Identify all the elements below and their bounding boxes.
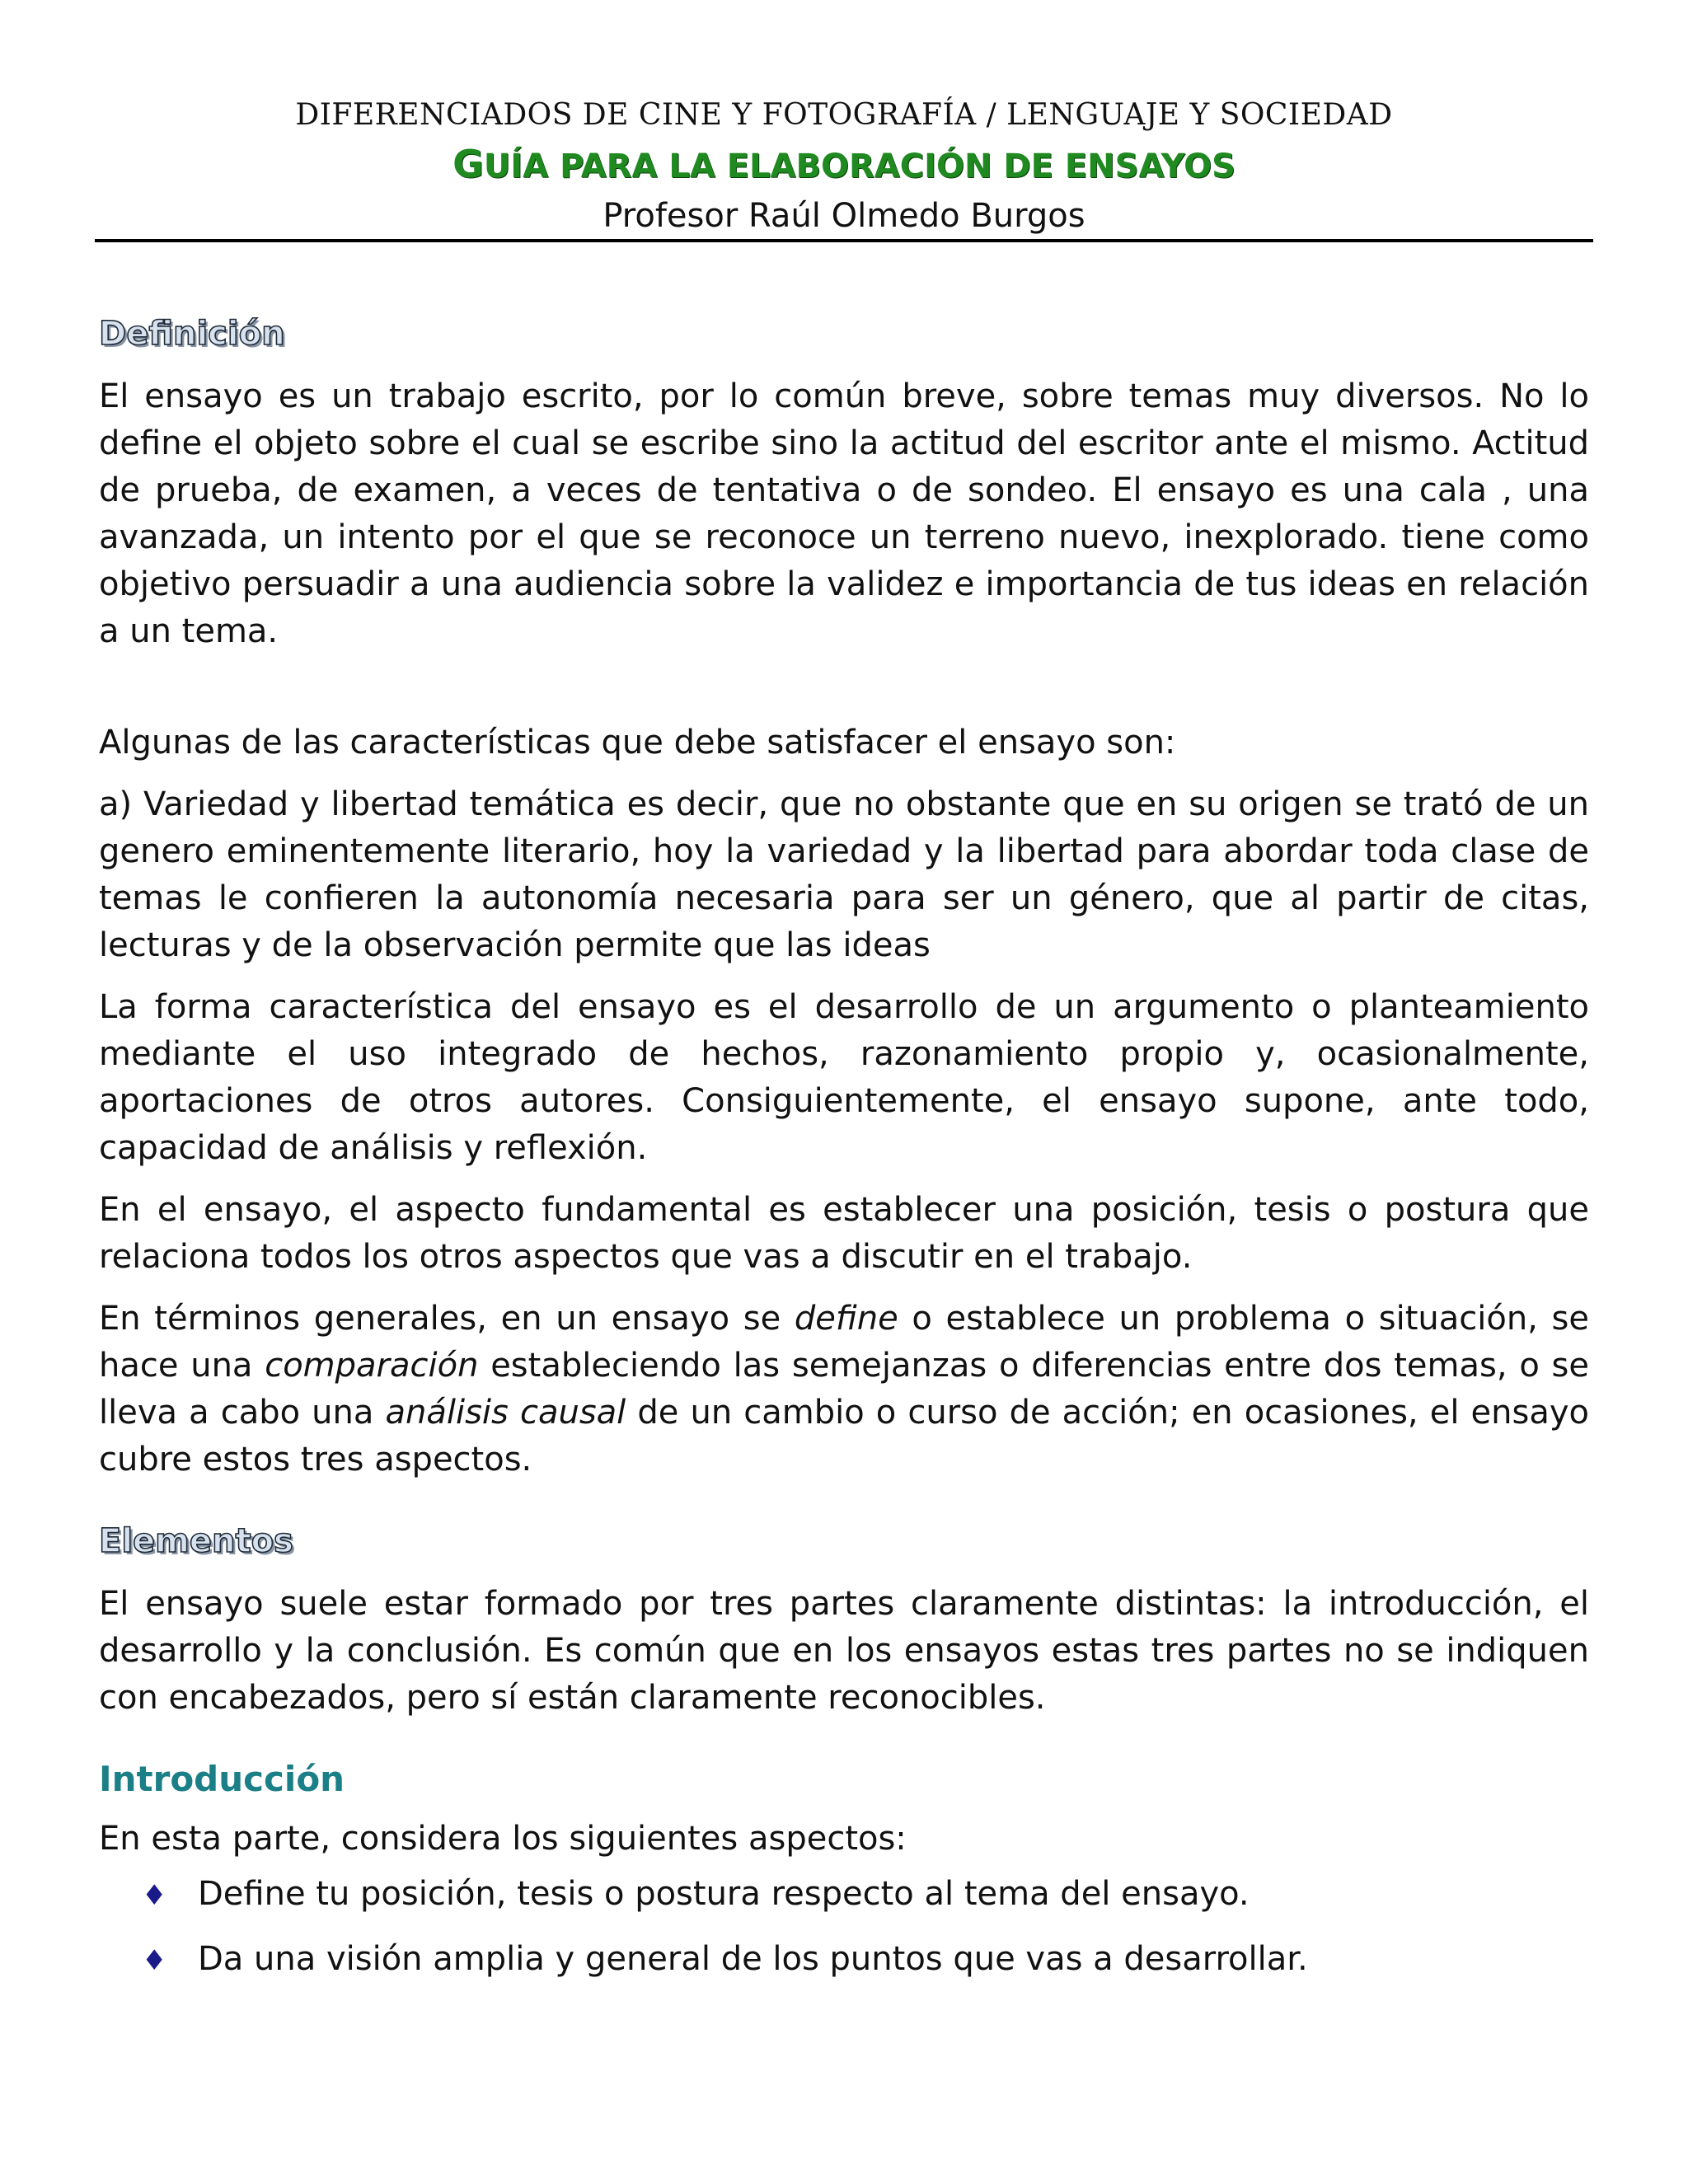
diamond-icon: ♦ — [142, 1879, 167, 1912]
document-title — [95, 138, 1593, 192]
caracteristica-item-a: a) Variedad y libertad temática es decir, que no obstante que en su origen se trató de un genero eminentemente literario, hoy la variedad y la libertad para abordar toda clase de temas le confieren la autonomía necesaria para ser un género, que al partir de citas, lecturas y de la observación permite que las ideas — [99, 785, 1589, 964]
diamond-icon: ♦ — [142, 1944, 167, 1977]
terminos-paragraph — [99, 1296, 1589, 1483]
forma-paragraph: La forma característica del ensayo es el desarrollo de un argumento o planteamiento mediante el uso integrado de hechos, razonamiento propio y, ocasionalmente, aportaciones de otros autores. Consiguientemente, el ensayo supone, ante todo, capacidad de análisis y reflexión. — [99, 988, 1589, 1167]
list-item — [142, 1936, 1589, 1985]
document-body — [99, 309, 1589, 2001]
introduccion-lead: En esta parte, considera los siguientes aspectos: — [99, 1820, 907, 1858]
title-initial: G — [452, 142, 484, 186]
terminos-text-1: En términos generales, en un ensayo se — [99, 1300, 795, 1338]
author-line: Profesor Raúl Olmedo Burgos — [603, 197, 1085, 235]
subheading-introduccion: Introducción — [99, 1759, 345, 1799]
section-heading-definicion: Definición — [99, 315, 285, 353]
caracteristicas-intro: Algunas de las características que debe satisfacer el ensayo son: — [99, 724, 1176, 762]
terminos-text-3: estableciendo las semejanzas o diferencias entre dos temas, o se lleva a cabo una — [99, 1347, 1590, 1432]
elementos-paragraph: El ensayo suele estar formado por tres partes claramente distintas: la introducción, el desarrollo y la conclusión. Es común que en los ensayos estas tres partes no se indiquen con encabezados, pero sí están claramente reconocibles. — [99, 1585, 1589, 1717]
terminos-emphasis-define: define — [794, 1300, 898, 1338]
aspecto-paragraph: En el ensayo, el aspecto fundamental es establecer una posición, tesis o postura que relaciona todos los otros aspectos que vas a discutir en el trabajo. — [99, 1191, 1589, 1276]
terminos-text-2: o establece un problema o situación, se hace una — [99, 1300, 1590, 1385]
header-rule — [95, 239, 1593, 242]
bullet-text: Define tu posición, tesis o postura respecto al tema del ensayo. — [198, 1875, 1250, 1913]
bullet-text: Da una visión amplia y general de los puntos que vas a desarrollar. — [198, 1940, 1308, 1978]
definicion-paragraph: El ensayo es un trabajo escrito, por lo común breve, sobre temas muy diversos. No lo define el objeto sobre el cual se escribe sino la actitud del escritor ante el mismo. Actitud de prueba, de examen, a veces de tentativa o de sondeo. El ensayo es una cala , una avanzada, un intento por el que se reconoce un terreno nuevo, inexplorado. tiene como objetivo persuadir a una audiencia sobre la validez e importancia de tus ideas en relación a un tema. — [99, 377, 1589, 650]
terminos-emphasis-comparacion: comparación — [265, 1347, 479, 1385]
terminos-emphasis-analisis: análisis causal — [385, 1394, 626, 1432]
list-item — [142, 1871, 1589, 1919]
title-rest: UÍA PARA LA ELABORACIÓN DE ENSAYOS — [483, 148, 1236, 185]
section-heading-elementos: Elementos — [99, 1522, 293, 1560]
document-header — [95, 92, 1593, 240]
terminos-text-4: de un cambio o curso de acción; en ocasiones, el ensayo cubre estos tres aspectos. — [99, 1394, 1589, 1479]
course-line: DIFERENCIADOS DE CINE Y FOTOGRAFÍA / LENGUAJE Y SOCIEDAD — [295, 98, 1393, 132]
introduccion-bullet-list — [99, 1871, 1589, 1985]
